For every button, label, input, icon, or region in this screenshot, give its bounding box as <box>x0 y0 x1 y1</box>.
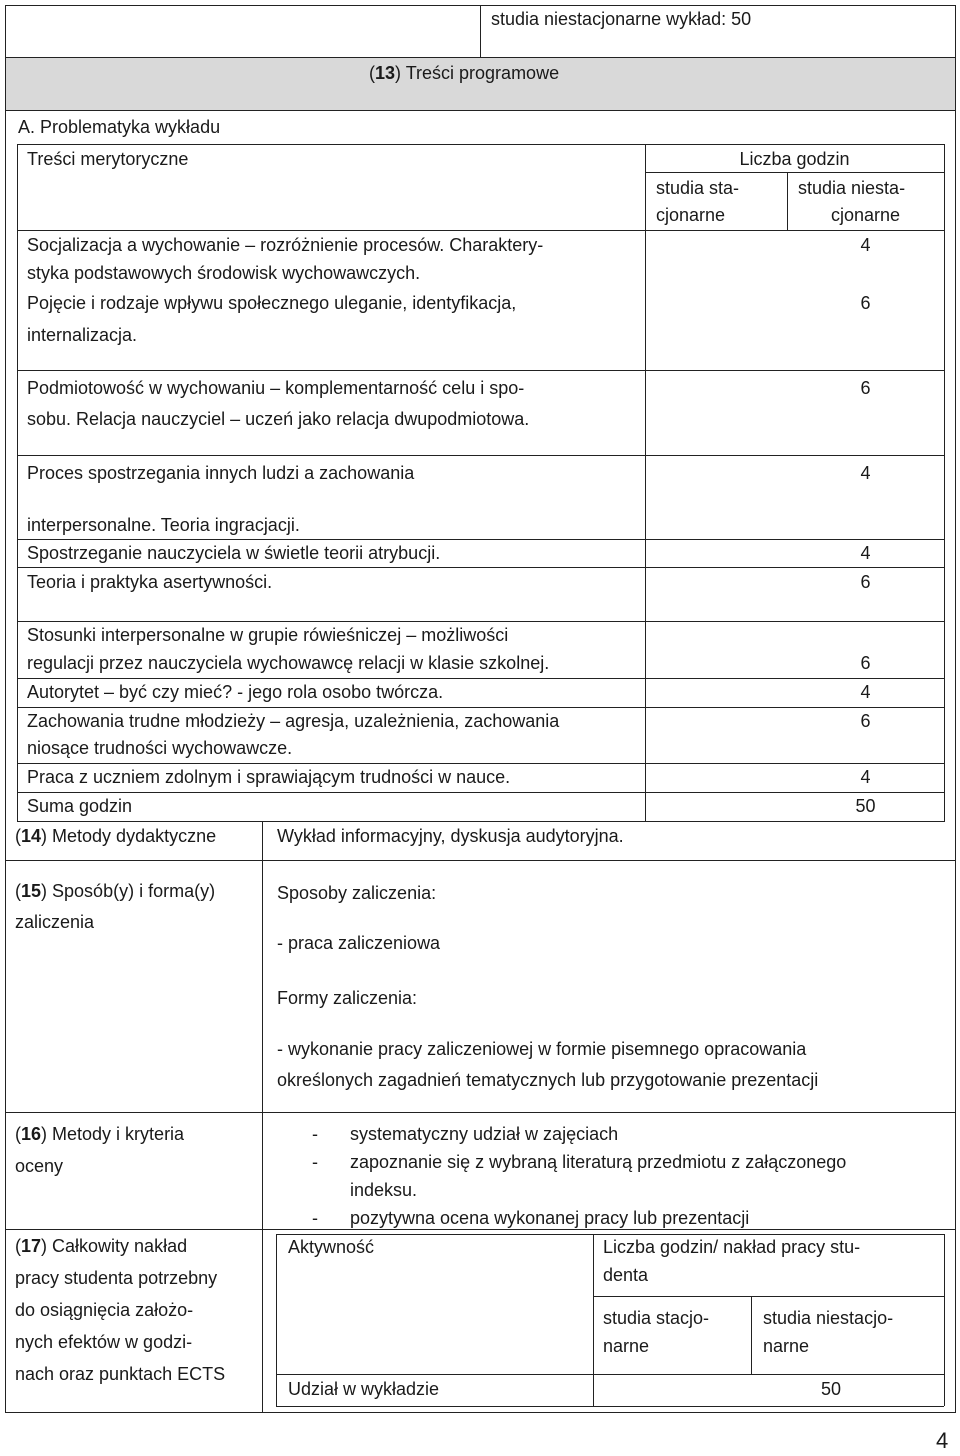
table-row-8-line-1: Autorytet – być czy mieć? - jego rola osobo twórcza. <box>27 682 444 702</box>
table-row-1-line-1: Socjalizacja a wychowanie – rozróżnienie procesów. Charaktery- <box>27 235 544 255</box>
table-row-9-line-1: Zachowania trudne młodzieży – agresja, uzależnienia, zachowania <box>27 711 560 731</box>
niestac-header-1: studia niestacjo- <box>763 1308 894 1328</box>
table-row-10-line-1: Praca z uczniem zdolnym i sprawiającym trudności w nauce. <box>27 767 511 787</box>
lecture-participation-value: 50 <box>820 1379 842 1399</box>
list-item-continuation: indeksu. <box>350 1180 418 1200</box>
section-14-label: (14) Metody dydaktyczne <box>15 826 217 846</box>
section-15-methods-item: - praca zaliczeniowa <box>277 933 441 953</box>
activity-header: Aktywność <box>288 1237 375 1257</box>
section-16-label-2: oceny <box>15 1156 64 1176</box>
table-row-6-line-1: Teoria i praktyka asertywności. <box>27 572 273 592</box>
sum-value: 50 <box>855 796 876 816</box>
niestac-header-2: narne <box>763 1336 810 1356</box>
section-14-value: Wykład informacyjny, dyskusja audytoryjna. <box>277 826 624 846</box>
section-15-forms-line-2: określonych zagadnień tematycznych lub przygotowanie prezentacji <box>277 1070 819 1090</box>
hours-header-2: denta <box>603 1265 649 1285</box>
col-stac-header-2: cjonarne <box>656 205 726 225</box>
list-item: systematyczny udział w zajęciach <box>350 1124 619 1144</box>
table-row-1-line-2: styka podstawowych środowisk wychowawczych. <box>27 263 421 283</box>
table-row-2-line-1: Pojęcie i rodzaje wpływu społecznego uleganie, identyfikacja, <box>27 293 517 313</box>
section-15-forms-line-1: - wykonanie pracy zaliczeniowej w formie pisemnego opracowania <box>277 1039 807 1059</box>
table-row-2-hours: 6 <box>860 293 871 313</box>
table-row-3-line-2: sobu. Relacja nauczyciel – uczeń jako relacja dwupodmiotowa. <box>27 409 530 429</box>
table-row-9-line-2: niosące trudności wychowawcze. <box>27 738 293 758</box>
table-row-3-hours: 6 <box>860 378 871 398</box>
table-row-10-hours: 4 <box>860 767 871 787</box>
table-row-5-hours: 4 <box>860 543 871 563</box>
list-item-dash: - <box>312 1208 318 1228</box>
hours-header-1: Liczba godzin/ nakład pracy stu- <box>603 1237 861 1257</box>
table-row-5-line-1: Spostrzeganie nauczyciela w świetle teorii atrybucji. <box>27 543 441 563</box>
list-item-dash: - <box>312 1124 318 1144</box>
stac-header-1: studia stacjo- <box>603 1308 710 1328</box>
subsection-a: A. Problematyka wykładu <box>18 117 221 137</box>
section-17-label-5: nach oraz punktach ECTS <box>15 1364 226 1384</box>
list-item: zapoznanie się z wybraną literaturą przedmiotu z załączonego <box>350 1152 847 1172</box>
lecture-participation-label: Udział w wykładzie <box>288 1379 440 1399</box>
table-row-1-hours: 4 <box>860 235 871 255</box>
table-row-9-hours: 6 <box>860 711 871 731</box>
table-row-7-line-2: regulacji przez nauczyciela wychowawcę relacji w klasie szkolnej. <box>27 653 550 673</box>
col-niestac-header-1: studia niesta- <box>798 178 906 198</box>
table-row-4-line-2: interpersonalne. Teoria ingracjacji. <box>27 515 300 535</box>
table-row-2-line-2: internalizacja. <box>27 325 138 345</box>
section-13-title: (13) Treści programowe <box>369 63 560 83</box>
table-row-6-hours: 6 <box>860 572 871 592</box>
sum-label: Suma godzin <box>27 796 133 816</box>
section-16-label-1: (16) Metody i kryteria <box>15 1124 185 1144</box>
section-17-label-2: pracy studenta potrzebny <box>15 1268 218 1288</box>
col-hours-header: Liczba godzin <box>739 149 850 169</box>
table-row-7-line-1: Stosunki interpersonalne w grupie rówieśniczej – możliwości <box>27 625 509 645</box>
section-15-label-2: zaliczenia <box>15 912 95 932</box>
section-17-label-4: nych efektów w godzi- <box>15 1332 193 1352</box>
table-row-8-hours: 4 <box>860 682 871 702</box>
list-item-dash: - <box>312 1152 318 1172</box>
section-17-label-1: (17) Całkowity nakład <box>15 1236 188 1256</box>
list-item: pozytywna ocena wykonanej pracy lub prezentacji <box>350 1208 750 1228</box>
page-number: 4 <box>936 1428 949 1453</box>
section-15-label-1: (15) Sposób(y) i forma(y) <box>15 881 216 901</box>
stac-header-2: narne <box>603 1336 650 1356</box>
col-stac-header-1: studia sta- <box>656 178 740 198</box>
section-15-forms-title: Formy zaliczenia: <box>277 988 418 1008</box>
col-content-header: Treści merytoryczne <box>27 149 189 169</box>
section-15-methods-title: Sposoby zaliczenia: <box>277 883 437 903</box>
table-row-7-hours: 6 <box>860 653 871 673</box>
section-17-label-3: do osiągnięcia założo- <box>15 1300 194 1320</box>
table-row-4-line-1: Proces spostrzegania innych ludzi a zachowania <box>27 463 415 483</box>
top-cell-text: studia niestacjonarne wykład: 50 <box>491 9 752 29</box>
col-niestac-header-2: cjonarne <box>830 205 901 225</box>
table-row-3-line-1: Podmiotowość w wychowaniu – komplementarność celu i spo- <box>27 378 525 398</box>
table-row-4-hours: 4 <box>860 463 871 483</box>
